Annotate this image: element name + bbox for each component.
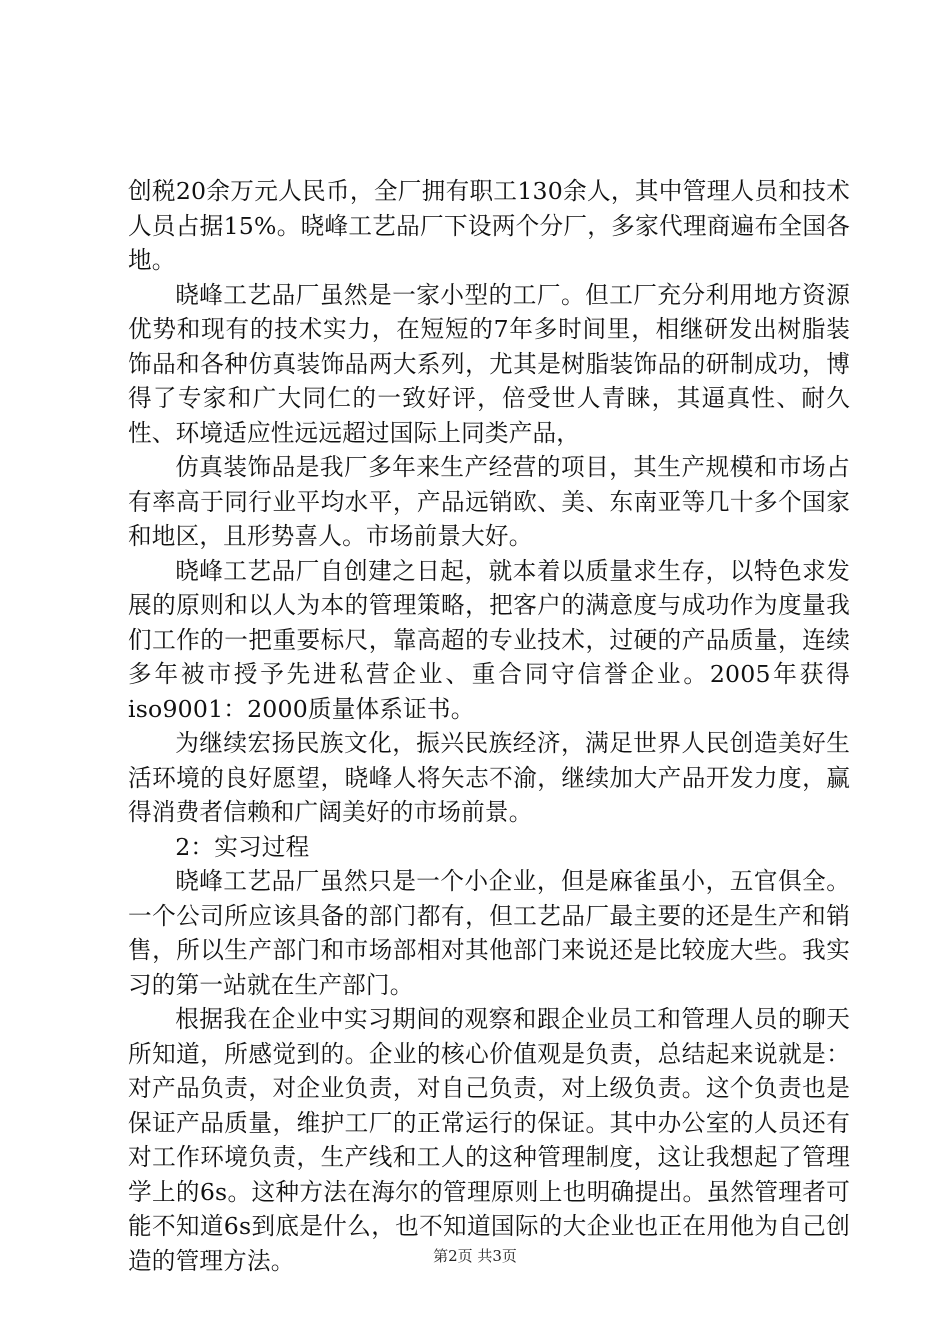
paragraph-6: 晓峰工艺品厂虽然只是一个小企业，但是麻雀虽小，五官俱全。一个公司所应该具备的部门都有，但工艺品厂最主要的还是生产和销售，所以生产部门和市场部相对其他部门来说还是比较庞大些。我实习的第一站就在生产部门。 xyxy=(128,867,850,999)
body-text xyxy=(128,174,850,1278)
paragraph-2: 晓峰工艺品厂虽然是一家小型的工厂。但工厂充分利用地方资源优势和现有的技术实力，在短短的7年多时间里，相继研发出树脂装饰品和各种仿真装饰品两大系列，尤其是树脂装饰品的研制成功，博得了专家和广大同仁的一致好评，倍受世人青睐，其逼真性、耐久性、环境适应性远远超过国际上同类产品， xyxy=(128,280,850,447)
paragraph-7: 根据我在企业中实习期间的观察和跟企业员工和管理人员的聊天所知道，所感觉到的。企业的核心价值观是负责，总结起来说就是：对产品负责，对企业负责，对自己负责，对上级负责。这个负责也是保证产品质量，维护工厂的正常运行的保证。其中办公室的人员还有对工作环境负责，生产线和工人的这种管理制度，这让我想起了管理学上的6s。这种方法在海尔的管理原则上也明确提出。虽然管理者可能不知道6s到底是什么，也不知道国际的大企业也正在用他为自己创造的管理方法。 xyxy=(128,1005,850,1275)
paragraph-5: 为继续宏扬民族文化，振兴民族经济，满足世界人民创造美好生活环境的良好愿望，晓峰人将矢志不渝，继续加大产品开发力度，赢得消费者信赖和广阔美好的市场前景。 xyxy=(128,729,850,826)
section-heading: 2：实习过程 xyxy=(175,832,310,861)
page-footer: 第2页 共3页 xyxy=(433,1247,517,1265)
paragraph-1: 创税20余万元人民币，全厂拥有职工130余人，其中管理人员和技术人员占据15%。晓峰工艺品厂下设两个分厂，多家代理商遍布全国各地。 xyxy=(128,177,850,274)
paragraph-3: 仿真装饰品是我厂多年来生产经营的项目，其生产规模和市场占有率高于同行业平均水平，产品远销欧、美、东南亚等几十多个国家和地区，且形势喜人。市场前景大好。 xyxy=(128,453,850,550)
paragraph-4: 晓峰工艺品厂自创建之日起，就本着以质量求生存，以特色求发展的原则和以人为本的管理策略，把客户的满意度与成功作为度量我们工作的一把重要标尺，靠高超的专业技术，过硬的产品质量，连续多年被市授予先进私营企业、重合同守信誉企业。2005年获得iso9001：2000质量体系证书。 xyxy=(128,556,850,723)
